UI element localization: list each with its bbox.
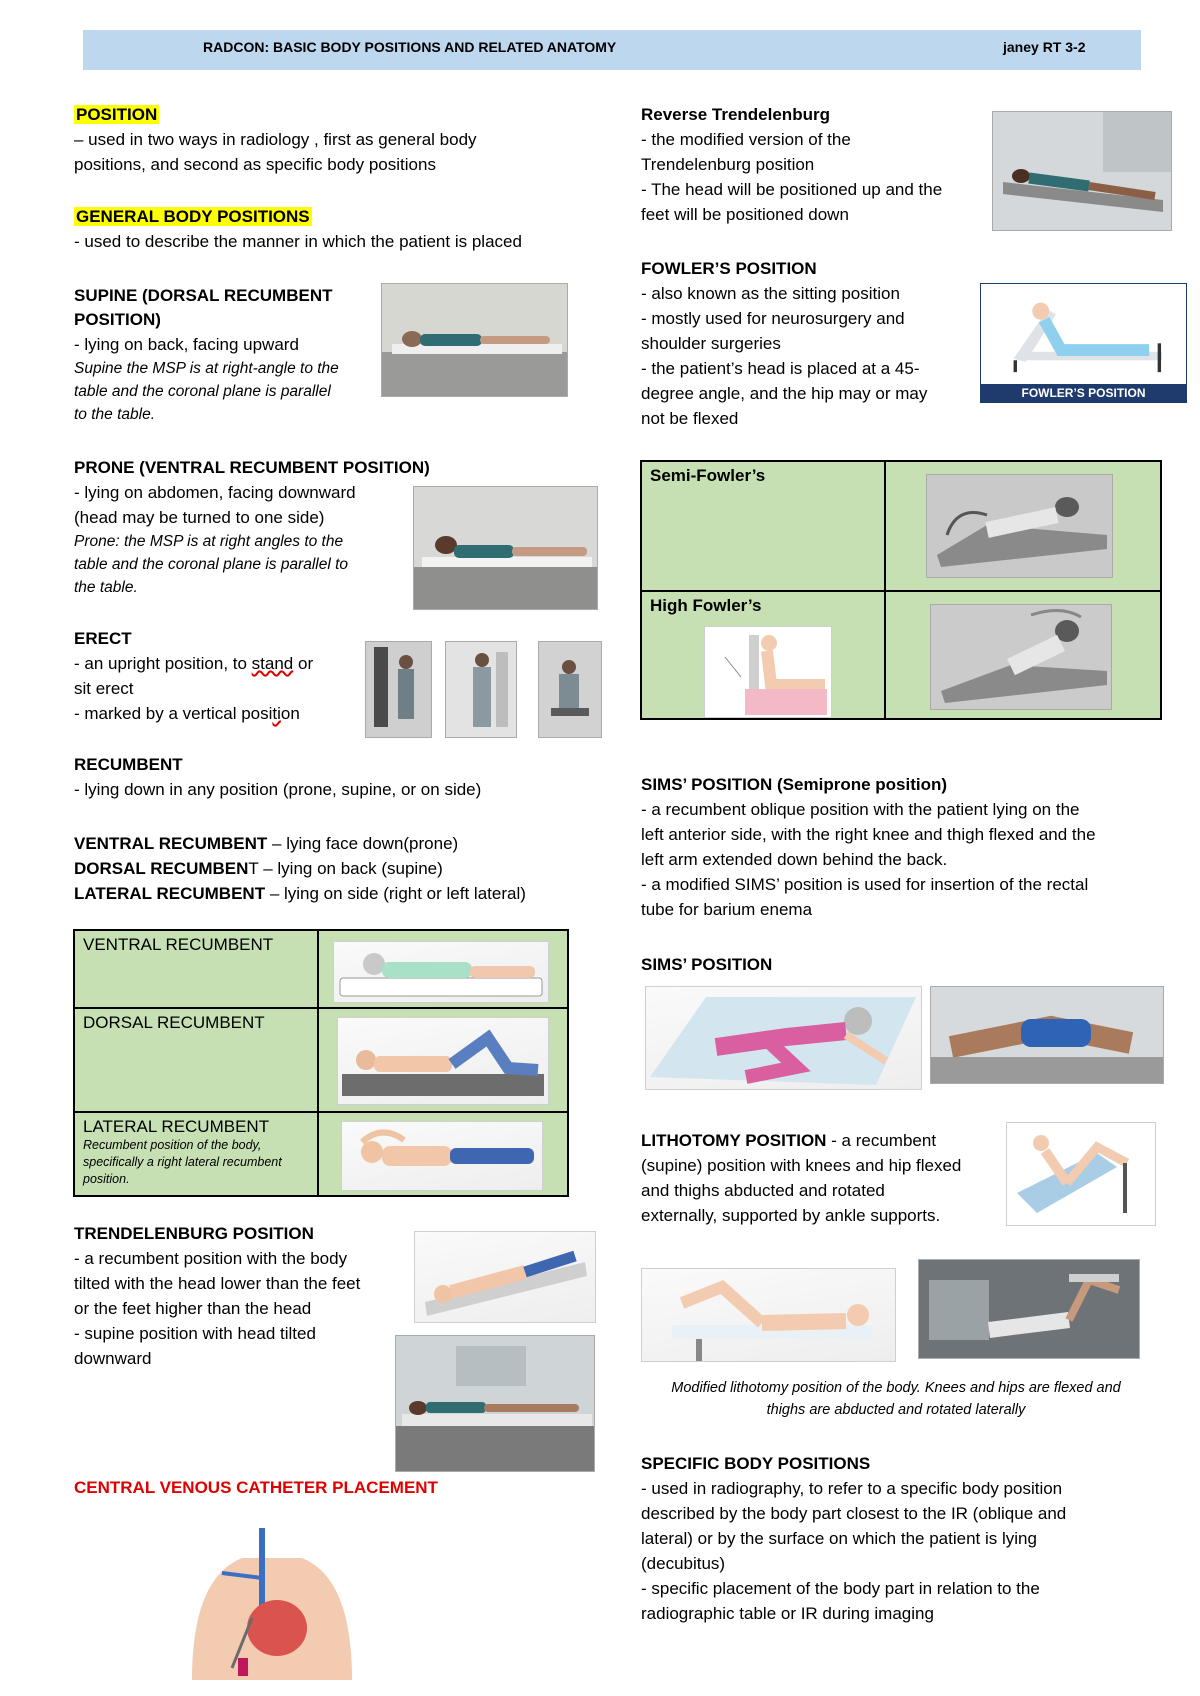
supine-note-2: table and the coronal plane is parallel [74,383,331,400]
general-heading: GENERAL BODY POSITIONS [76,207,310,226]
lithotomy-line2: (supine) position with knees and hip flexed [641,1156,962,1175]
lithotomy-line3: and thighs abducted and rotated [641,1181,885,1200]
erect-line3: - marked by a vertical position [74,704,300,723]
high-fowlers-photo [930,604,1112,710]
erect-photo-2 [445,641,517,738]
supine-heading-1: SUPINE (DORSAL RECUMBENT [74,286,333,305]
fowlers-line2: - mostly used for neurosurgery and [641,309,905,328]
sims-line2: left anterior side, with the right knee and thigh flexed and the [641,825,1096,844]
sims-photo [930,986,1164,1084]
fowler-table-high [641,591,885,719]
prone-photo [413,486,598,610]
document-title: RADCON: BASIC BODY POSITIONS AND RELATED ANATOMY [203,39,617,55]
specific-line5: - specific placement of the body part in relation to the [641,1579,1040,1598]
fowlers-line3: shoulder surgeries [641,334,781,353]
sims-heading: SIMS’ POSITION (Semiprone position) [641,775,948,794]
erect-line1: - an upright position, to stand or [74,654,314,673]
trendelenburg-line4: - supine position with head tilted [74,1324,316,1343]
high-fowlers-illustration [704,626,832,718]
reverse-trendelenburg-line1: - the modified version of the [641,130,851,149]
lithotomy-heading: LITHOTOMY POSITION [641,1131,827,1150]
erect-photo-1 [365,641,432,738]
position-line2: positions, and second as specific body positions [74,155,436,174]
semi-fowlers-photo [926,474,1113,578]
supine-note-1: Supine the MSP is at right-angle to the [74,360,339,377]
sims-line4: - a modified SIMS’ position is used for insertion of the rectal [641,875,1089,894]
lateral-recumbent-illustration [341,1121,543,1191]
trendelenburg-illustration [414,1231,596,1323]
trendelenburg-line1: - a recumbent position with the body [74,1249,348,1268]
supine-section [74,284,374,426]
prone-line1: - lying on abdomen, facing downward [74,483,356,502]
fowler-table-high-label: High Fowler’s [650,596,762,615]
supine-desc: - lying on back, facing upward [74,335,299,354]
lithotomy-line1: - a recumbent [826,1131,937,1150]
cvc-illustration [152,1518,392,1680]
specific-section [641,1452,1161,1626]
recumbent-table-dorsal: DORSAL RECUMBENT [74,1008,318,1112]
dorsal-recumbent-label: DORSAL RECUMBEN [74,859,249,878]
recumbent-types: VENTRAL RECUMBENT – lying face down(prone) DORSAL RECUMBENT – lying on back (supine) LATERAL RECUMBENT – lying on side (right or left lateral) [74,834,526,903]
position-section [74,103,554,177]
erect-section [74,627,364,726]
trendelenburg-line5: downward [74,1349,152,1368]
recumbent-table-lateral [74,1112,318,1196]
recumbent-table-ventral: VENTRAL RECUMBENT [74,930,318,1008]
sims-line3: left arm extended down behind the back. [641,850,948,869]
prone-line2: (head may be turned to one side) [74,508,325,527]
fowler-table-semi: Semi-Fowler’s [641,461,885,591]
reverse-trendelenburg-line3: - The head will be positioned up and the [641,180,943,199]
recumbent-table-ventral-image-cell [318,930,568,1008]
recumbent-table-lateral-image-cell [318,1112,568,1196]
sims-illustration [645,986,922,1090]
trendelenburg-photo [395,1335,595,1472]
lithotomy-line4: externally, supported by ankle supports. [641,1206,941,1225]
fowlers-heading: FOWLER’S POSITION [641,259,817,278]
fowlers-line5: degree angle, and the hip may or may [641,384,928,403]
specific-heading: SPECIFIC BODY POSITIONS [641,1454,871,1473]
recumbent-table [73,929,569,1197]
lithotomy-photo [918,1259,1140,1359]
lithotomy-illustration-2 [641,1268,896,1362]
specific-line1: - used in radiography, to refer to a specific body position [641,1479,1063,1498]
cvc-heading: CENTRAL VENOUS CATHETER PLACEMENT [74,1478,438,1497]
specific-line4: (decubitus) [641,1554,726,1573]
fowler-table-high-image-cell [885,591,1161,719]
prone-note-3: the table. [74,579,138,596]
trendelenburg-heading: TRENDELENBURG POSITION [74,1224,314,1243]
supine-note-3: to the table. [74,406,156,423]
supine-heading-2: POSITION) [74,310,161,329]
reverse-trendelenburg-heading: Reverse Trendelenburg [641,105,830,124]
document-author: janey RT 3-2 [1003,39,1086,55]
sims-section [641,773,1161,922]
erect-heading: ERECT [74,629,132,648]
lithotomy-caption-line1: Modified lithotomy position of the body. Knees and hips are flexed and [671,1380,1121,1396]
sims-line5: tube for barium enema [641,900,813,919]
lateral-recumbent-label: LATERAL RECUMBENT [74,884,266,903]
lithotomy-caption-line2: thighs are abducted and rotated laterally [766,1402,1026,1418]
fowlers-line1: - also known as the sitting position [641,284,900,303]
recumbent-section [74,753,594,802]
recumbent-table-lateral-note: Recumbent position of the body, specifically a right lateral recumbent position. [83,1138,282,1186]
trendelenburg-line2: tilted with the head lower than the feet [74,1274,361,1293]
lithotomy-caption [641,1377,1151,1421]
lithotomy-illustration-1 [1006,1122,1156,1226]
recumbent-desc: - lying down in any position (prone, supine, or on side) [74,780,482,799]
position-heading: POSITION [76,105,158,124]
reverse-trendelenburg-line4: feet will be positioned down [641,205,849,224]
sims-line1: - a recumbent oblique position with the patient lying on the [641,800,1080,819]
dorsal-recumbent-illustration [337,1017,549,1105]
ventral-recumbent-desc: – lying face down(prone) [267,834,459,853]
supine-photo [381,283,568,397]
general-section [74,205,594,254]
specific-line2: described by the body part closest to the IR (oblique and [641,1504,1067,1523]
fowlers-image-label: FOWLER’S POSITION [981,384,1186,402]
ventral-recumbent-label: VENTRAL RECUMBENT [74,834,268,853]
trendelenburg-section [74,1222,404,1371]
fowler-table [640,460,1162,720]
erect-line2: sit erect [74,679,134,698]
trendelenburg-line3: or the feet higher than the head [74,1299,312,1318]
recumbent-table-dorsal-image-cell [318,1008,568,1112]
position-line1: – used in two ways in radiology , first as general body [74,130,477,149]
prone-heading: PRONE (VENTRAL RECUMBENT POSITION) [74,458,430,477]
page-header [83,30,1141,70]
reverse-trendelenburg-photo [992,111,1172,231]
fowlers-line6: not be flexed [641,409,739,428]
sims-heading-2: SIMS’ POSITION [641,955,773,974]
general-desc: - used to describe the manner in which the patient is placed [74,232,522,251]
fowler-table-semi-image-cell [885,461,1161,591]
fowlers-illustration [980,283,1187,403]
recumbent-table-lateral-label: LATERAL RECUMBENT [83,1117,270,1136]
recumbent-heading: RECUMBENT [74,755,183,774]
prone-note-1: Prone: the MSP is at right angles to the [74,533,344,550]
reverse-trendelenburg-section [641,103,981,227]
dorsal-recumbent-desc: – lying on back (supine) [258,859,443,878]
specific-line3: lateral) or by the surface on which the patient is lying [641,1529,1037,1548]
lateral-recumbent-desc: – lying on side (right or left lateral) [265,884,526,903]
fowlers-line4: - the patient’s head is placed at a 45- [641,359,920,378]
specific-line6: radiographic table or IR during imaging [641,1604,934,1623]
erect-photo-3 [538,641,602,738]
fowlers-section [641,257,961,431]
cvc-section [74,1476,554,1500]
ventral-recumbent-illustration [333,941,549,1003]
lithotomy-section [641,1128,1001,1228]
reverse-trendelenburg-line2: Trendelenburg position [641,155,815,174]
prone-note-2: table and the coronal plane is parallel to [74,556,349,573]
